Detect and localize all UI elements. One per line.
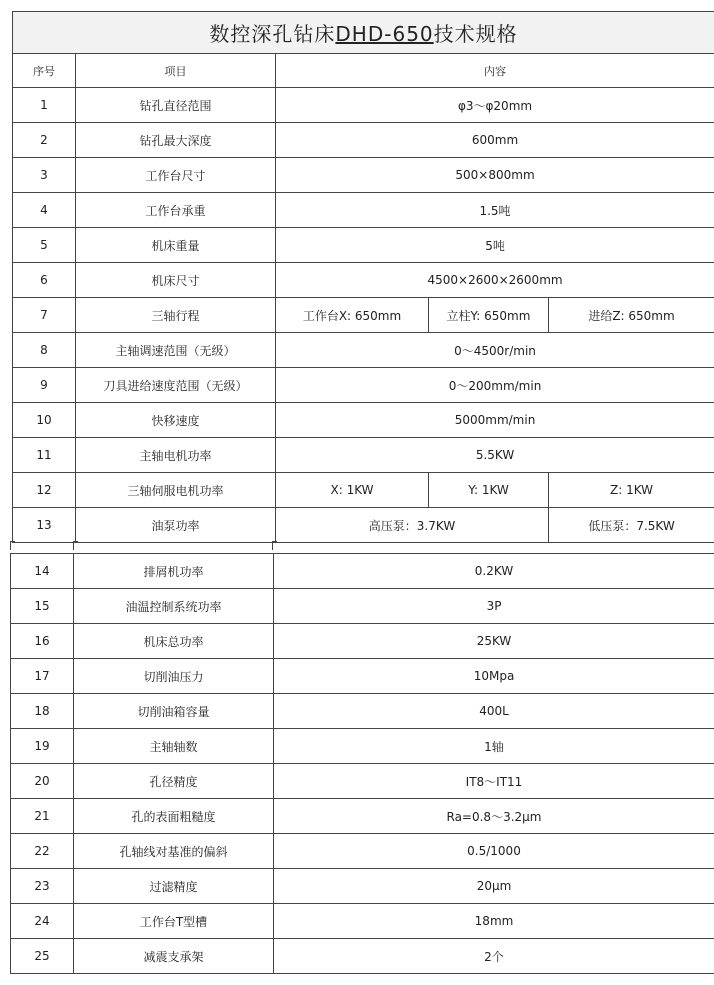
row-content: 0～4500r/min [276,333,714,368]
table-row [13,473,714,508]
row-content-high-pressure: 高压泵：3.7KW [276,508,549,543]
table-row [13,88,714,123]
row-content-x: X: 1KW [276,473,429,508]
table-break-mark [73,541,78,550]
row-number: 9 [13,368,76,403]
row-number: 25 [11,939,74,974]
row-number: 10 [13,403,76,438]
row-item: 三轴伺服电机功率 [76,473,276,508]
row-number: 19 [11,729,74,764]
row-content: IT8～IT11 [274,764,714,799]
row-number: 2 [13,123,76,158]
row-content: 2个 [274,939,714,974]
table-row [13,158,714,193]
row-content: 500×800mm [276,158,714,193]
row-content-x: 工作台X: 650mm [276,298,429,333]
row-content: 5吨 [276,228,714,263]
row-item: 油温控制系统功率 [74,589,274,624]
table-row [13,193,714,228]
row-item: 主轴电机功率 [76,438,276,473]
title-suffix: 技术规格 [433,22,518,46]
row-content: 0～200mm/min [276,368,714,403]
page-title [13,12,714,54]
table-row [11,624,714,659]
row-content: 3P [274,589,714,624]
row-content: 5.5KW [276,438,714,473]
title-model: DHD-650 [335,22,434,46]
row-item: 主轴轴数 [74,729,274,764]
row-content: 10Mpa [274,659,714,694]
header-item: 项目 [76,54,276,88]
row-item: 刀具进给速度范围（无级） [76,368,276,403]
row-number: 14 [11,554,74,589]
table-row [11,834,714,869]
row-number: 23 [11,869,74,904]
table-row [13,403,714,438]
row-content: Ra=0.8～3.2μm [274,799,714,834]
row-number: 21 [11,799,74,834]
row-item: 工作台尺寸 [76,158,276,193]
row-number: 17 [11,659,74,694]
row-item: 孔径精度 [74,764,274,799]
row-item: 钻孔直径范围 [76,88,276,123]
row-content: 400L [274,694,714,729]
table-row [13,298,714,333]
row-content: 4500×2600×2600mm [276,263,714,298]
row-content-low-pressure: 低压泵：7.5KW [549,508,714,543]
row-content: 0.5/1000 [274,834,714,869]
row-content: 1.5吨 [276,193,714,228]
table-row [11,799,714,834]
row-item: 机床重量 [76,228,276,263]
title-prefix: 数控深孔钻床 [209,22,336,46]
row-content: 25KW [274,624,714,659]
row-item: 工作台T型槽 [74,904,274,939]
row-content: 20μm [274,869,714,904]
row-number: 8 [13,333,76,368]
row-item: 过滤精度 [74,869,274,904]
row-item: 切削油压力 [74,659,274,694]
table-row [13,228,714,263]
row-content: 5000mm/min [276,403,714,438]
table-break-mark [10,541,15,550]
row-item: 钻孔最大深度 [76,123,276,158]
row-number: 5 [13,228,76,263]
row-number: 16 [11,624,74,659]
header-no: 序号 [13,54,76,88]
row-number: 6 [13,263,76,298]
table-row [11,939,714,974]
table-break-mark [272,541,277,550]
row-content-z: Z: 1KW [549,473,714,508]
row-number: 3 [13,158,76,193]
row-item: 机床尺寸 [76,263,276,298]
row-number: 18 [11,694,74,729]
table-row [11,554,714,589]
row-number: 1 [13,88,76,123]
table-row [11,694,714,729]
row-item: 主轴调速范围（无级） [76,333,276,368]
row-number: 20 [11,764,74,799]
row-number: 4 [13,193,76,228]
spec-table-top [12,11,714,543]
row-item: 孔的表面粗糙度 [74,799,274,834]
row-number: 24 [11,904,74,939]
row-content: φ3～φ20mm [276,88,714,123]
table-row [13,333,714,368]
row-number: 13 [13,508,76,543]
row-content: 1轴 [274,729,714,764]
header-content: 内容 [276,54,714,88]
row-number: 7 [13,298,76,333]
row-content: 18mm [274,904,714,939]
table-row [11,589,714,624]
spec-table-bottom [10,553,714,974]
table-row [11,869,714,904]
table-row [13,438,714,473]
table-header-row [13,54,714,88]
row-item: 减震支承架 [74,939,274,974]
row-item: 孔轴线对基准的偏斜 [74,834,274,869]
row-item: 油泵功率 [76,508,276,543]
table-row [11,659,714,694]
row-number: 15 [11,589,74,624]
table-row [11,904,714,939]
row-item: 排屑机功率 [74,554,274,589]
row-content-z: 进给Z: 650mm [549,298,714,333]
row-item: 快移速度 [76,403,276,438]
row-number: 11 [13,438,76,473]
table-row [13,123,714,158]
row-item: 工作台承重 [76,193,276,228]
row-item: 机床总功率 [74,624,274,659]
row-number: 12 [13,473,76,508]
row-content: 0.2KW [274,554,714,589]
row-number: 22 [11,834,74,869]
table-row [13,368,714,403]
row-content-y: Y: 1KW [429,473,549,508]
table-row [13,508,714,543]
table-row [13,263,714,298]
row-content: 600mm [276,123,714,158]
row-item: 三轴行程 [76,298,276,333]
row-content-y: 立柱Y: 650mm [429,298,549,333]
table-row [11,729,714,764]
table-row [11,764,714,799]
row-item: 切削油箱容量 [74,694,274,729]
